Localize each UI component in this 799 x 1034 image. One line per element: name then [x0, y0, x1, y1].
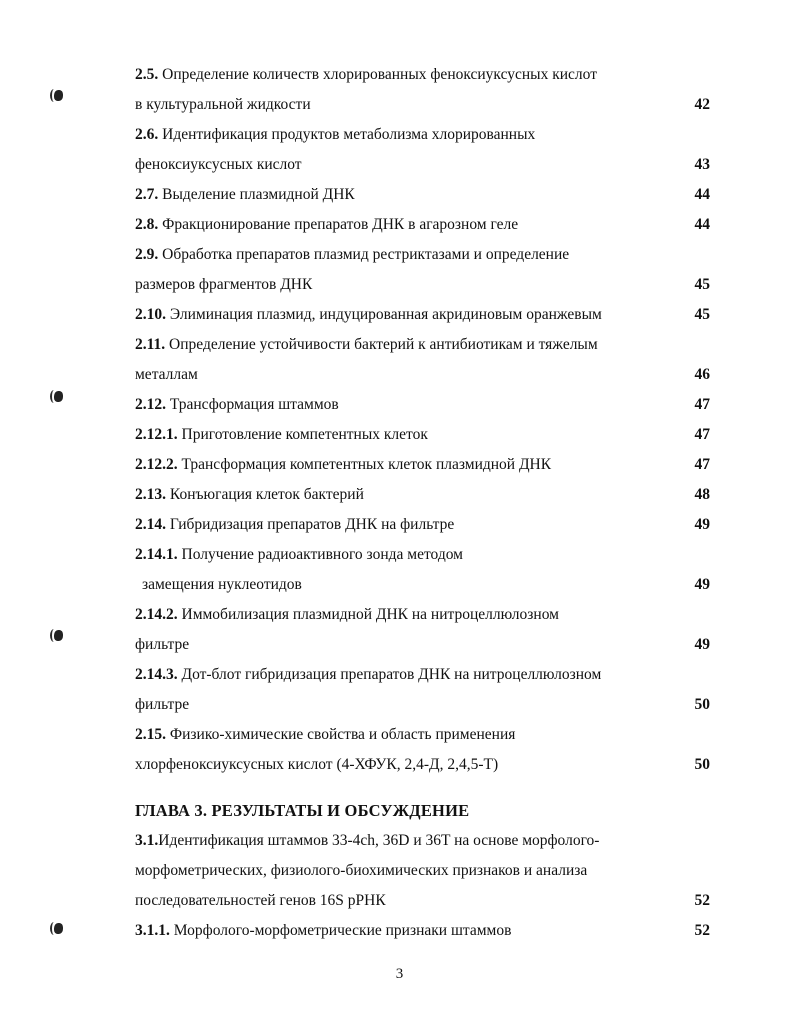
- toc-entry-title: замещения нуклеотидов: [142, 576, 302, 593]
- toc-entry: [135, 886, 710, 916]
- toc-entry-title: морфометрических, физиолого-биохимических признаков и анализа: [135, 862, 588, 879]
- toc-entry-number: 2.10.: [135, 306, 166, 323]
- toc-entry-number: 3.1.: [135, 832, 159, 849]
- toc-entry-label: [135, 750, 498, 780]
- toc-entry: [135, 60, 710, 90]
- toc-entry-title: Трансформация компетентных клеток плазмидной ДНК: [177, 456, 552, 473]
- toc-entry-label: [135, 480, 364, 510]
- toc-entry-title: Фракционирование препаратов ДНК в агарозном геле: [158, 216, 519, 233]
- toc-entry: [135, 630, 710, 660]
- toc-entry-label: [135, 690, 189, 720]
- toc-entry-label: [135, 540, 463, 570]
- toc-entry-label: [135, 450, 551, 480]
- toc-entry-page-number: 47: [694, 396, 710, 413]
- toc-entry-title: Идентификация продуктов метаболизма хлорированных: [158, 126, 536, 143]
- toc-entry-title: Обработка препаратов плазмид рестриктазами и определение: [158, 246, 570, 263]
- toc-entry-label: [135, 510, 454, 540]
- toc-entry-page-number: 42: [694, 96, 710, 113]
- toc-entry-page-number: 49: [694, 576, 710, 593]
- toc-entry-title: Трансформация штаммов: [166, 396, 339, 413]
- toc-entry-page-number: 52: [694, 922, 710, 939]
- toc-entry-title: Идентификация штаммов 33-4ch, 36D и 36T на основе морфолого-: [158, 832, 600, 849]
- toc-rows-chapter2: [135, 60, 710, 780]
- toc-entry-page-number: 50: [694, 756, 710, 773]
- toc-entry: [135, 690, 710, 720]
- toc-entry-title: Гибридизация препаратов ДНК на фильтре: [166, 516, 455, 533]
- toc-entry-page-number: 47: [694, 456, 710, 473]
- toc-entry: [135, 720, 710, 750]
- toc-entry: [135, 540, 710, 570]
- toc-entry-label: [135, 600, 559, 630]
- toc-entry-title: Приготовление компетентных клеток: [177, 426, 428, 443]
- toc-entry: [135, 390, 710, 420]
- toc-entry-title: Определение устойчивости бактерий к антибиотикам и тяжелым: [165, 336, 598, 353]
- toc-entry: [135, 826, 710, 856]
- toc-entry-title: Дот-блот гибридизация препаратов ДНК на нитроцеллюлозном: [177, 666, 602, 683]
- toc-entry-label: [135, 630, 189, 660]
- toc-entry-number: 2.14.: [135, 516, 166, 533]
- toc-entry: [135, 856, 710, 886]
- toc-entry-label: [135, 150, 302, 180]
- table-of-contents: [135, 60, 710, 946]
- toc-entry: [135, 916, 710, 946]
- toc-entry-title: феноксиуксусных кислот: [135, 156, 302, 173]
- toc-entry-page-number: 43: [694, 156, 710, 173]
- toc-entry-title: Получение радиоактивного зонда методом: [177, 546, 463, 563]
- toc-entry-label: [135, 420, 428, 450]
- toc-entry-page-number: 44: [694, 186, 710, 203]
- chapter-heading: ГЛАВА 3. РЕЗУЛЬТАТЫ И ОБСУЖДЕНИЕ: [135, 801, 470, 820]
- toc-entry-number: 2.12.2.: [135, 456, 178, 473]
- toc-entry-title: Морфолого-морфометрические признаки штаммов: [169, 922, 512, 939]
- toc-entry-page-number: 46: [694, 366, 710, 383]
- toc-entry-page-number: 52: [694, 892, 710, 909]
- toc-entry-page-number: 49: [694, 636, 710, 653]
- toc-entry-number: 2.15.: [135, 726, 166, 743]
- toc-entry-number: 2.9.: [135, 246, 159, 263]
- toc-entry-label: [135, 856, 587, 886]
- toc-entry-title: в культуральной жидкости: [135, 96, 311, 113]
- scanner-blot-2: [50, 389, 65, 406]
- page-number-folio: 3: [395, 966, 404, 982]
- toc-entry-title: размеров фрагментов ДНК: [135, 276, 313, 293]
- toc-entry-number: 2.11.: [135, 336, 166, 353]
- scanner-blot-3: [50, 628, 65, 645]
- toc-entry: [135, 90, 710, 120]
- toc-entry-number: 2.14.3.: [135, 666, 178, 683]
- toc-entry-number: 2.8.: [135, 216, 159, 233]
- toc-entry: [135, 330, 710, 360]
- toc-entry: [135, 480, 710, 510]
- toc-entry-number: 2.7.: [135, 186, 159, 203]
- toc-entry-page-number: 48: [694, 486, 710, 503]
- toc-entry-label: [135, 240, 569, 270]
- toc-entry: [135, 240, 710, 270]
- toc-entry: [135, 420, 710, 450]
- toc-entry-page-number: 45: [694, 276, 710, 293]
- scanner-blot-1: [50, 88, 65, 105]
- toc-entry: [135, 270, 710, 300]
- toc-entry-number: 2.14.2.: [135, 606, 178, 623]
- toc-entry-label: [135, 60, 597, 90]
- toc-entry-number: 2.13.: [135, 486, 166, 503]
- scanner-blot-4: [50, 921, 65, 938]
- toc-entry: [135, 750, 710, 780]
- toc-entry: [135, 360, 710, 390]
- toc-entry: [135, 600, 710, 630]
- toc-entry-title: Физико-химические свойства и область применения: [166, 726, 516, 743]
- margin-artifacts: [0, 0, 120, 1034]
- toc-entry-page-number: 45: [694, 306, 710, 323]
- toc-entry: [135, 210, 710, 240]
- toc-entry-label: [135, 570, 302, 600]
- toc-entry-label: [135, 886, 386, 916]
- toc-entry-title: Выделение плазмидной ДНК: [158, 186, 355, 203]
- toc-entry-label: [135, 916, 511, 946]
- toc-entry-title: Иммобилизация плазмидной ДНК на нитроцеллюлозном: [177, 606, 559, 623]
- toc-entry-title: фильтре: [135, 636, 190, 653]
- toc-rows-chapter3: [135, 826, 710, 946]
- toc-entry-number: 3.1.1.: [135, 922, 170, 939]
- toc-entry-label: [135, 270, 312, 300]
- toc-entry-label: [135, 826, 599, 856]
- toc-entry-title: Элиминация плазмид, индуцированная акридиновым оранжевым: [166, 306, 602, 323]
- toc-entry-label: [135, 390, 339, 420]
- toc-entry-title: хлорфеноксиуксусных кислот (4-ХФУК, 2,4-Д, 2,4,5-Т): [135, 756, 499, 773]
- toc-entry-label: [135, 210, 518, 240]
- toc-entry: [135, 450, 710, 480]
- toc-entry: [135, 570, 710, 600]
- toc-entry-label: [135, 660, 601, 690]
- toc-entry-number: 2.6.: [135, 126, 159, 143]
- toc-entry-label: [135, 300, 602, 330]
- toc-entry: [135, 510, 710, 540]
- toc-entry-label: [135, 360, 198, 390]
- toc-entry-number: 2.14.1.: [135, 546, 178, 563]
- toc-entry-page-number: 49: [694, 516, 710, 533]
- toc-entry-title: фильтре: [135, 696, 190, 713]
- toc-entry-number: 2.5.: [135, 66, 159, 83]
- toc-entry-label: [135, 720, 515, 750]
- toc-entry: [135, 660, 710, 690]
- toc-entry-title: Определение количеств хлорированных феноксиуксусных кислот: [158, 66, 597, 83]
- toc-entry-label: [135, 330, 598, 360]
- toc-entry-label: [135, 180, 355, 210]
- toc-entry-page-number: 47: [694, 426, 710, 443]
- toc-entry-label: [135, 90, 311, 120]
- toc-entry-page-number: 50: [694, 696, 710, 713]
- toc-entry-page-number: 44: [694, 216, 710, 233]
- toc-entry: [135, 120, 710, 150]
- toc-entry-number: 2.12.: [135, 396, 166, 413]
- toc-entry: [135, 180, 710, 210]
- toc-entry-title: последовательностей генов 16S рРНК: [135, 892, 386, 909]
- toc-entry: [135, 150, 710, 180]
- toc-entry-label: [135, 120, 535, 150]
- toc-entry-title: металлам: [135, 366, 198, 383]
- toc-entry-title: Конъюгация клеток бактерий: [166, 486, 364, 503]
- toc-entry: [135, 300, 710, 330]
- toc-entry-number: 2.12.1.: [135, 426, 178, 443]
